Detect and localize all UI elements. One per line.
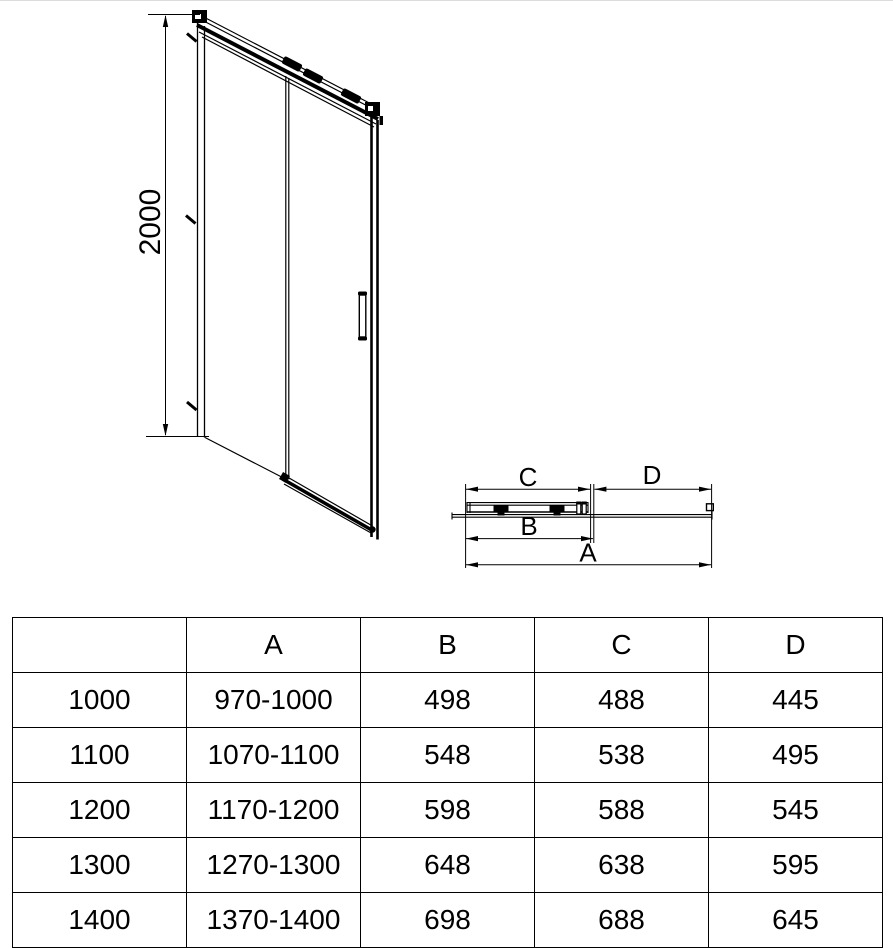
table-header-row: [13, 618, 883, 673]
cell-size: 1400: [13, 893, 187, 948]
glass-bottom-edge: [205, 438, 286, 480]
table-row: [13, 783, 883, 838]
top-track: [192, 10, 383, 127]
cell-c: 588: [535, 783, 709, 838]
cell-d: 595: [709, 838, 883, 893]
cell-a: 1270-1300: [187, 838, 361, 893]
dimension-d-label: D: [642, 460, 662, 490]
elevation-view: [134, 10, 383, 540]
dimension-table: [12, 617, 883, 948]
panel-overlap-stile: [286, 76, 289, 480]
cell-c: 638: [535, 838, 709, 893]
dimension-b-label: B: [520, 511, 538, 541]
cell-a: 1070-1100: [187, 728, 361, 783]
cell-b: 598: [361, 783, 535, 838]
roller-icon: [281, 56, 361, 104]
left-wall-profile: [186, 22, 205, 438]
cell-d: 445: [709, 673, 883, 728]
table-row: [13, 673, 883, 728]
right-door-profile: [372, 116, 378, 540]
cell-b: 498: [361, 673, 535, 728]
table-row: [13, 838, 883, 893]
cell-a: 970-1000: [187, 673, 361, 728]
plan-wall-profile-icon: [707, 504, 714, 511]
height-dimension-label: 2000: [134, 188, 167, 256]
header-c: C: [535, 618, 709, 673]
cell-b: 548: [361, 728, 535, 783]
bottom-rail: [279, 472, 376, 533]
wall-pin-icon: [186, 34, 197, 411]
dimension-a: [466, 538, 711, 568]
cell-a: 1170-1200: [187, 783, 361, 838]
header-size: [13, 618, 187, 673]
cell-size: 1300: [13, 838, 187, 893]
cell-c: 488: [535, 673, 709, 728]
cell-size: 1200: [13, 783, 187, 838]
cell-size: 1000: [13, 673, 187, 728]
cell-d: 495: [709, 728, 883, 783]
dimension-b: [466, 511, 593, 541]
cell-size: 1100: [13, 728, 187, 783]
dimension-a-label: A: [579, 537, 597, 568]
cell-c: 688: [535, 893, 709, 948]
cell-d: 545: [709, 783, 883, 838]
header-a: A: [187, 618, 361, 673]
cell-b: 698: [361, 893, 535, 948]
dimension-d: [594, 460, 711, 492]
table-row: [13, 893, 883, 948]
header-b: B: [361, 618, 535, 673]
cell-a: 1370-1400: [187, 893, 361, 948]
dimension-c-label: C: [518, 462, 538, 492]
plan-view: [452, 460, 713, 568]
cell-d: 645: [709, 893, 883, 948]
header-d: D: [709, 618, 883, 673]
table-row: [13, 728, 883, 783]
cell-b: 648: [361, 838, 535, 893]
dimension-c: [466, 462, 590, 492]
cell-c: 538: [535, 728, 709, 783]
door-handle-icon: [358, 292, 367, 341]
